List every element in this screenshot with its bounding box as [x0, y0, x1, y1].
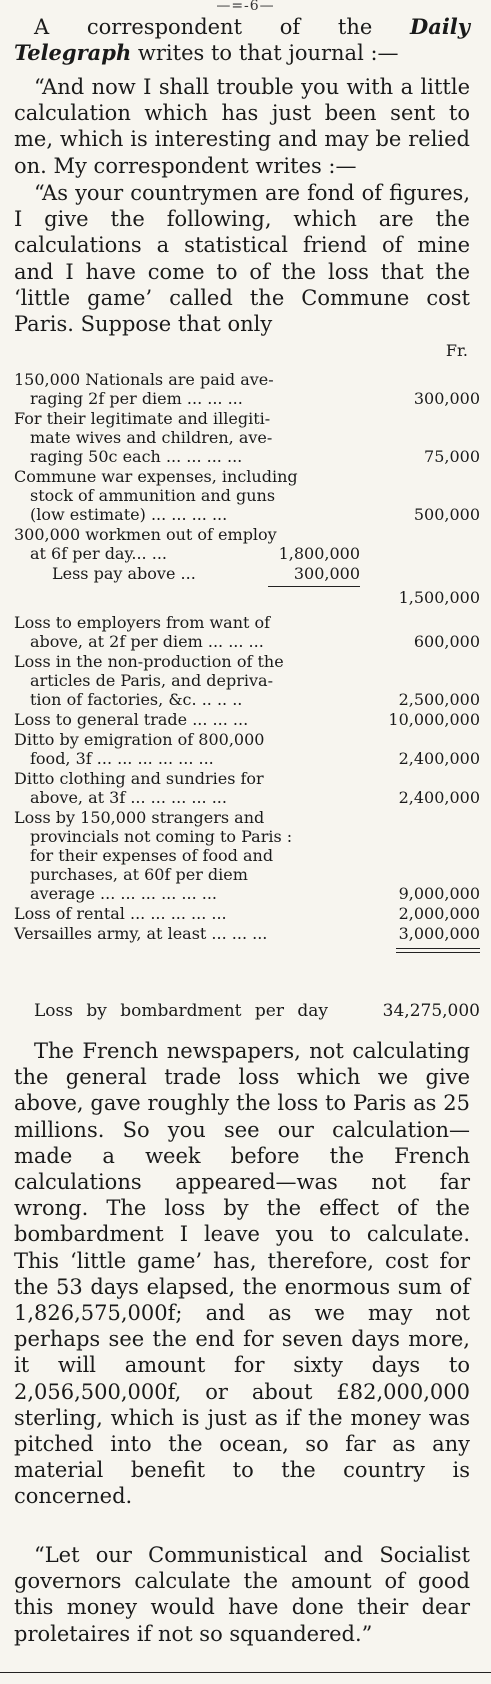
paragraph-1 — [14, 74, 470, 179]
row-description-continued: (low estimate) ... ... ... ... — [30, 505, 228, 524]
row-description-continued: above, at 3f ... ... ... ... ... — [30, 788, 227, 807]
top-ornament: —=-6— — [216, 0, 275, 14]
intro-lead: A correspondent of the — [34, 15, 411, 39]
row-description: Ditto by emigration of 800,000 — [14, 730, 265, 749]
row-amount: 600,000 — [413, 632, 480, 651]
row-inner-amount: 1,800,000 — [278, 544, 360, 563]
row-amount: 2,000,000 — [398, 904, 480, 923]
row-description-continued: mate wives and children, ave- — [30, 428, 273, 447]
row-amount: 75,000 — [424, 447, 480, 466]
total-rule-bottom — [396, 952, 480, 953]
paragraph-1-text: “And now I shall trouble you with a little calculation which has just been sent to me, which is interesting and may be relied on. My correspondent writes :— — [14, 75, 470, 178]
row-description-continued: for their expenses of food and — [30, 846, 274, 865]
newspaper-name: Daily Telegraph — [14, 14, 470, 66]
row-description: 150,000 Nationals are paid ave- — [14, 370, 274, 389]
total-rule-top — [396, 948, 480, 949]
unit-header: Fr. — [445, 341, 468, 360]
row-description: Versailles army, at least ... ... ... — [14, 924, 268, 943]
row-amount: 2,400,000 — [398, 749, 480, 768]
row-description-continued: provincials not coming to Paris : — [30, 827, 293, 846]
paragraph-4 — [14, 1542, 470, 1647]
row-description: Loss by 150,000 strangers and — [14, 808, 265, 827]
paragraph-3-text: The French newspapers, not calculating the general trade loss which we give above, gave roughly the loss to Paris as 25 millions. So you see our calculation—made a week before the French calculations appeared—was not far wrong. The loss by the effect of the bombardment I leave you to calculate. This ‘little game’ has, therefore, cost for the 53 days elapsed, the enormous sum of 1,826,575,000f; and as we may not perhaps see the end for seven days more, it will amount for sixty days to 2,056,500,000f, or about £82,000,000 sterling, which is just as if the money was pitched into the ocean, so far as any material benefit to the country is concerned. — [14, 1039, 470, 1509]
total-label: Loss by bombardment per day — [34, 1001, 328, 1021]
row-amount: 300,000 — [413, 389, 480, 408]
row-amount: 2,500,000 — [398, 690, 480, 709]
row-description: Loss in the non-production of the — [14, 652, 284, 671]
paragraph-2 — [14, 180, 470, 337]
row-description-continued: stock of ammunition and guns — [30, 486, 276, 505]
subtotal-amount: 1,500,000 — [398, 588, 480, 607]
row-description: Ditto clothing and sundries for — [14, 769, 264, 788]
row-amount: 9,000,000 — [398, 884, 480, 903]
intro-paragraph — [14, 14, 470, 66]
row-description-continued: above, at 2f per diem ... ... ... — [30, 632, 264, 651]
row-description-continued: raging 2f per diem ... ... ... — [30, 389, 243, 408]
row-description: For their legitimate and illegiti- — [14, 409, 271, 428]
row-description: Loss to general trade ... ... ... — [14, 710, 249, 729]
row-description: Less pay above ... — [52, 564, 196, 583]
paragraph-4-text: “Let our Communistical and Socialist governors calculate the amount of good this money would have done their dear proletaires if not so squandered.” — [14, 1543, 470, 1646]
row-amount: 10,000,000 — [388, 710, 480, 729]
inner-subtotal-rule — [268, 586, 360, 587]
row-description-continued: tion of factories, &c. .. .. .. — [30, 690, 243, 709]
row-description-continued: raging 50c each ... ... ... ... — [30, 447, 243, 466]
row-inner-amount: 300,000 — [293, 564, 360, 583]
row-amount: 3,000,000 — [398, 924, 480, 943]
row-description: Loss to employers from want of — [14, 613, 271, 632]
row-amount: 2,400,000 — [398, 788, 480, 807]
row-description-continued: articles de Paris, and depriva- — [30, 671, 273, 690]
row-description-continued: food, 3f ... ... ... ... ... ... — [30, 749, 214, 768]
intro-rest: writes to that journal :— — [131, 41, 399, 66]
row-description-continued: at 6f per day... ... — [30, 544, 167, 563]
row-description: 300,000 workmen out of employ — [14, 525, 277, 544]
bottom-rule — [0, 1672, 491, 1673]
row-description: Commune war expenses, including — [14, 467, 298, 486]
paragraph-3 — [14, 1038, 470, 1510]
row-amount: 500,000 — [413, 505, 480, 524]
row-description-continued: purchases, at 60f per diem — [30, 865, 248, 884]
total-value: 34,275,000 — [382, 1001, 480, 1021]
row-description: Loss of rental ... ... ... ... ... — [14, 904, 227, 923]
paragraph-2-text: “As your countrymen are fond of figures, I give the following, which are the calculations a statistical friend of mine and I have come to of the loss that the ‘little game’ called the Commune cost Paris. Suppose that only — [14, 181, 470, 337]
row-description-continued: average ... ... ... ... ... ... — [30, 884, 218, 903]
